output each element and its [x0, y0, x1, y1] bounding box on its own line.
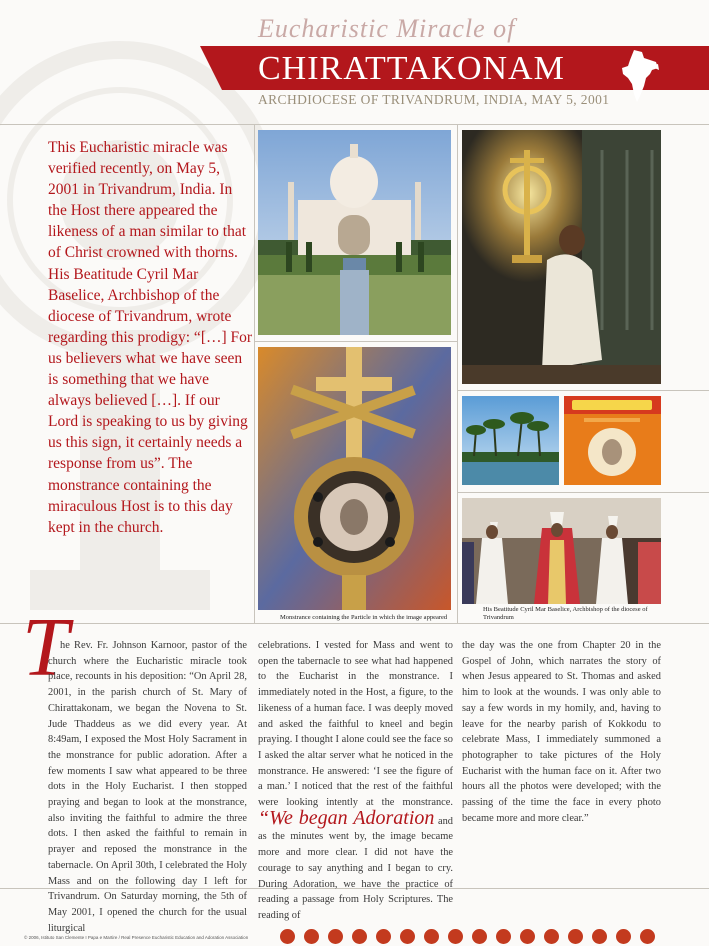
dot-icon — [376, 929, 391, 944]
poster-photo — [564, 396, 661, 485]
palm-trees-photo — [462, 396, 559, 485]
archbishop-procession-photo — [462, 498, 661, 604]
dot-icon — [496, 929, 511, 944]
dot-icon — [544, 929, 559, 944]
dot-icon — [328, 929, 343, 944]
intro-paragraph: This Eucharistic miracle was verified recently, on May 5, 2001 in Trivandrum, India. In the Host there appeared the likeness of a man similar to that of Christ crowned with thorns. His Beatitude Cyril Mar Baselice, Archbishop of the diocese of Trivandrum, wrote regarding this prodigy: “[…] For us believers what we have seen is something that we have always believed […]. If our Lord is speaking to us by giving us this sign, it certainly needs a response from us”. The monstrance containing the miraculous Host is to this day kept in the church. — [48, 139, 253, 536]
rule-vertical-1 — [254, 124, 255, 623]
boy-praying-photo — [462, 130, 661, 384]
monstrance-caption: Monstrance containing the Particle in which the image appeared — [280, 614, 448, 621]
dot-icon — [400, 929, 415, 944]
dot-icon — [304, 929, 319, 944]
rule-photo-3 — [457, 492, 709, 493]
dot-icon — [352, 929, 367, 944]
body-column-3: the day was the one from Chapter 20 in the Gospel of John, which narrates the story of when Jesus appeared to St. Thomas and asked him to look at the wounds. I was only able to say a few words in my homily, and, having to leave for the nearby parish of Kokkodu to celebrate Mass, I immediately summoned a photographer to take pictures of the Holy Eucharist with the human face on it. After two hours all the photos were developed; with the passing of the time the face in every photo became more and more clear.” — [462, 640, 661, 824]
monstrance-photo — [258, 347, 451, 610]
archbishop-caption: His Beatitude Cyril Mar Baselice, Archbishop of the diocese of Trivandrum — [483, 606, 648, 621]
taj-mahal-photo — [258, 130, 451, 335]
dot-icon — [280, 929, 295, 944]
dot-icon — [520, 929, 535, 944]
dot-icon — [592, 929, 607, 944]
rule-middle — [0, 623, 709, 624]
rule-top — [0, 124, 709, 125]
dot-icon — [616, 929, 631, 944]
body-column-2-text-a: celebrations. I vested for Mass and went to open the tabernacle to see what had happened to the Eucharist in the monstrance. I immediately noted in the Host, a figure, to the likeness of a human face. I was deeply moved and asked the faithful to kneel and begin praying. I thought I alone could see the face so I asked the altar server what he noticed in the monstrance. He answered: ‘I see the figure of a man.’ I noticed that the rest of the faithful were looking intently at the monstrance. — [258, 640, 453, 809]
body-column-2 — [258, 638, 453, 924]
rule-photo-1 — [254, 341, 457, 342]
header-kicker: Eucharistic Miracle of — [258, 14, 516, 43]
page-title: CHIRATTAKONAM — [258, 50, 565, 87]
body-column-1: he Rev. Fr. Johnson Karnoor, pastor of the church where the Eucharistic miracle took place, recounts in his deposition: “On April 28, 2001, in the parish church of St. Mary of Chirattakonam, we began the Novena to St. Jude Thaddeus as we did every year. At 8:49am, I exposed the Most Holy Sacrament in the monstrance for public adoration. After a few moments I saw what appeared to be three dots in the Holy Eucharist. I then stopped praying and began to look at the monstrance, also inviting the faithful to admire the three dots. I then asked the faithful to remain in prayer and reposed the monstrance in the tabernacle. On April 30th, I celebrated the Holy Mass and on the following day I left for Trivandrum. On Saturday morning, the 5th of May 2001, I opened the church for the usual liturgical — [48, 640, 247, 934]
footer-copyright: © 2006, Istituto San Clemente I Papa e Martire / Real Presence Eucharistic Education and Adoration Association — [24, 935, 249, 940]
dot-icon — [472, 929, 487, 944]
drop-cap: T — [22, 601, 69, 694]
body-column-2-text-b: and as the minutes went by, the image became more and more clear. I did not have the courage to say anything and I began to cry. During Adoration, we have the practice of reading a passage from Holy Scriptures. The reading of — [258, 815, 454, 921]
dot-icon — [424, 929, 439, 944]
dot-icon — [568, 929, 583, 944]
rule-photo-2 — [457, 390, 709, 391]
pull-quote: “We began Adoration — [258, 806, 435, 829]
decorative-dots — [280, 928, 655, 944]
dot-icon — [448, 929, 463, 944]
dot-icon — [640, 929, 655, 944]
india-map-icon — [620, 48, 660, 104]
rule-vertical-2 — [457, 124, 458, 623]
page-subtitle: ARCHDIOCESE OF TRIVANDRUM, INDIA, MAY 5, 2001 — [258, 92, 610, 107]
